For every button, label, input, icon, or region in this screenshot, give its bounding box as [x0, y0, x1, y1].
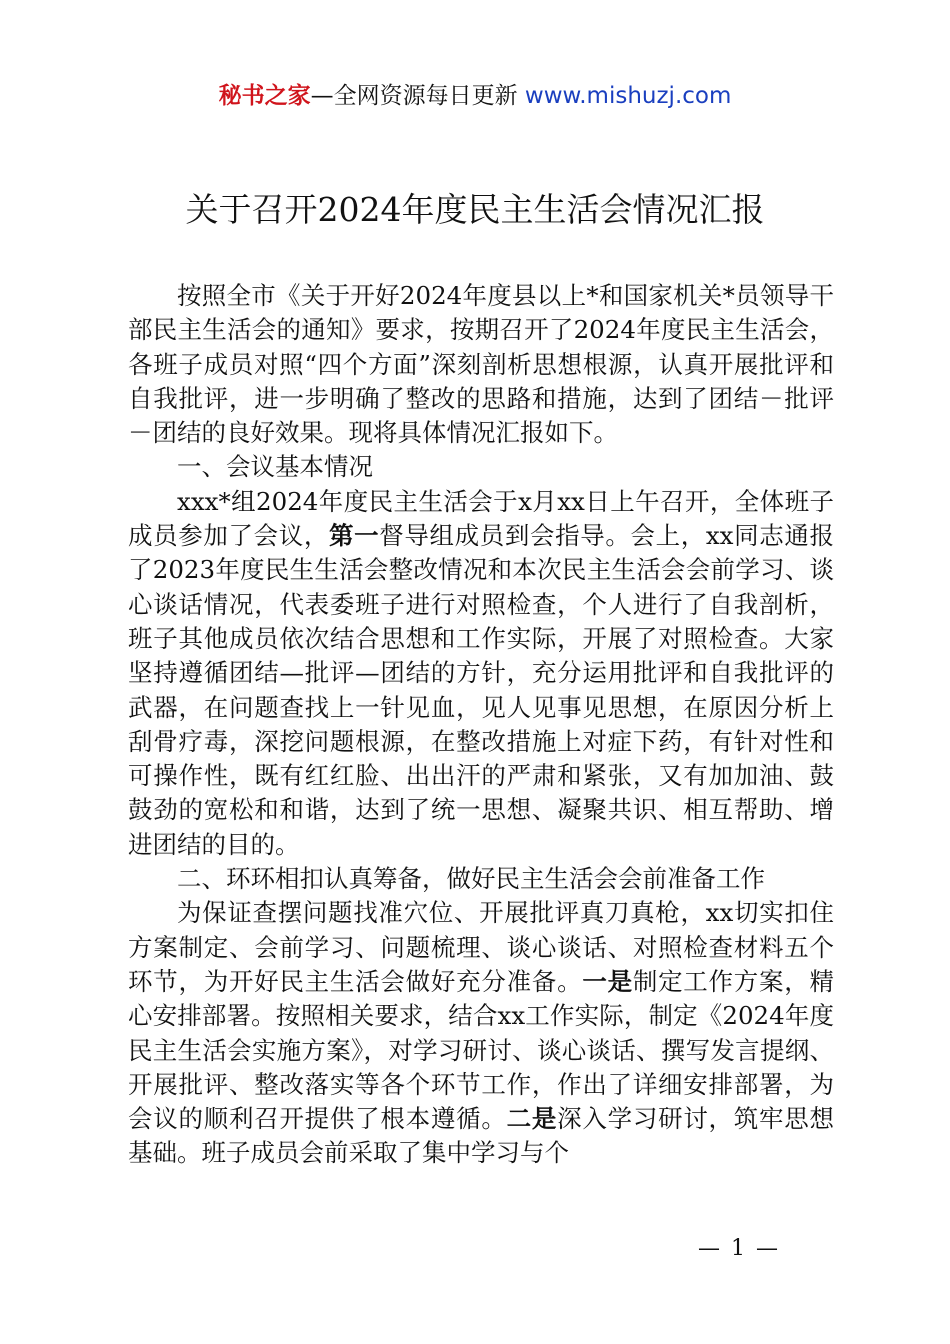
section-2-bold-1: 一是: [582, 966, 633, 996]
document-title: 关于召开2024年度民主生活会情况汇报: [185, 190, 765, 229]
section-2-text-a: 为保证查摆问题找准穴位、开展批评真刀真枪，xx切实扣住方案制定、会前学习、问题梳理、谈心谈话、对照检查材料五个环节，为开好民主生活会做好充分准备。: [128, 898, 834, 996]
section-2-heading: 二、环环相扣认真筹备，做好民主生活会会前准备工作: [177, 864, 765, 894]
page-number: — 1 —: [698, 1236, 780, 1261]
site-header: [0, 80, 950, 112]
section-1-heading: 一、会议基本情况: [177, 452, 373, 482]
section-2-paragraph: [128, 896, 834, 1170]
header-tagline: —全网资源每日更新: [310, 83, 518, 109]
section-1-text-a: xxx*组2024年度民主生活会于x月xx日上午召开，全体班子成员参加了会议，: [128, 486, 834, 551]
site-url[interactable]: www.mishuzj.com: [524, 83, 732, 109]
section-2-text-c: 深入学习研讨，筑牢思想基础。班子成员会前采取了集中学习与个: [128, 1104, 835, 1168]
section-1-text-b: 督导组成员到会指导。会上，xx同志通报了2023年度民生生活会整改情况和本次民主生活会会前学习、谈心谈话情况，代表委班子进行对照检查，个人进行了自我剖析，班子其他成员依次结合思想和工作实际，开展了对照检查。大家坚持遵循团结—批评—团结的方针，充分运用批评和自我批评的武器，在问题查找上一针见血，见人见事见思想，在原因分析上刮骨疗毒，深挖问题根源，在整改措施上对症下药，有针对性和可操作性，既有红红脸、出出汗的严肃和紧张，又有加加油、鼓鼓劲的宽松和和谐，达到了统一思想、凝聚共识、相互帮助、增进团结的目的。: [128, 521, 834, 859]
intro-paragraph: 按照全市《关于开好2024年度县以上*和国家机关*员领导干部民主生活会的通知》要求，按期召开了2024年度民主生活会，各班子成员对照“四个方面”深刻剖析思想根源，认真开展批评和自我批评，进一步明确了整改的思路和措施，达到了团结－批评－团结的良好效果。现将具体情况汇报如下。: [128, 281, 834, 448]
section-1-paragraph: [128, 485, 834, 862]
brand-name: 秘书之家: [218, 83, 311, 109]
section-2-bold-2: 二是: [506, 1104, 558, 1134]
section-1-bold-1: 第一: [329, 521, 380, 551]
section-2-text-b: 制定工作方案，精心安排部署。按照相关要求，结合xx工作实际，制定《2024年度民主生活会实施方案》，对学习研讨、谈心谈话、撰写发言提纲、开展批评、整改落实等各个环节工作，作出了详细安排部署，为会议的顺利召开提供了根本遵循。: [128, 966, 835, 1134]
document-body: [128, 279, 834, 1171]
